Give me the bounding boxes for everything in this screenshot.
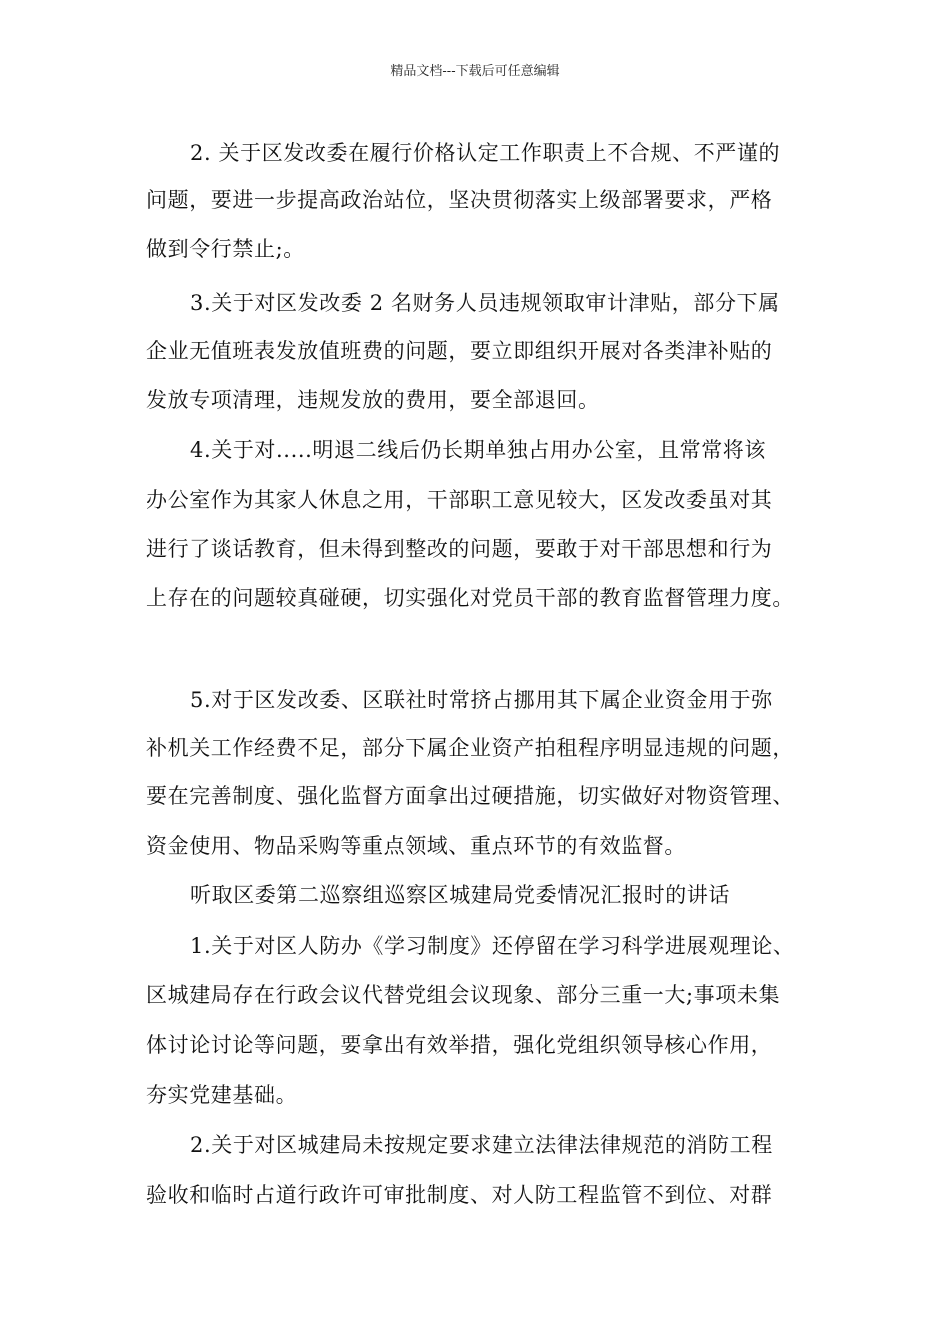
section-heading: 听取区委第二巡察组巡察区城建局党委情况汇报时的讲话 bbox=[190, 883, 730, 907]
paragraph-line: 办公室作为其家人休息之用，干部职工意见较大，区发改委虽对其 bbox=[146, 488, 773, 512]
paragraph-line: 上存在的问题较真碰硬，切实强化对党员干部的教育监督管理力度。 bbox=[146, 586, 794, 610]
paragraph-line: 进行了谈话教育，但未得到整改的问题，要敢于对干部思想和行为 bbox=[146, 537, 773, 561]
paragraph-line: 要在完善制度、强化监督方面拿出过硬措施，切实做好对物资管理、 bbox=[146, 784, 794, 808]
paragraph-line: 2. 关于区发改委在履行价格认定工作职责上不合规、不严谨的 bbox=[190, 141, 781, 165]
paragraph-line: 验收和临时占道行政许可审批制度、对人防工程监管不到位、对群 bbox=[146, 1183, 773, 1207]
paragraph-line: 企业无值班表发放值班费的问题，要立即组织开展对各类津补贴的 bbox=[146, 339, 773, 363]
paragraph-line: 发放专项清理，违规发放的费用，要全部退回。 bbox=[146, 388, 600, 412]
paragraph-line: 区城建局存在行政会议代替党组会议现象、部分三重一大;事项未集 bbox=[146, 983, 781, 1007]
paragraph-line: 2.关于对区城建局未按规定要求建立法律法律规范的消防工程 bbox=[190, 1133, 773, 1157]
paragraph-line: 问题，要进一步提高政治站位，坚决贯彻落实上级部署要求，严格 bbox=[146, 188, 773, 212]
paragraph-line: 1.关于对区人防办《学习制度》还停留在学习科学进展观理论、 bbox=[190, 934, 795, 958]
paragraph-line: 4.关于对.....明退二线后仍长期单独占用办公室，且常常将该 bbox=[190, 438, 767, 462]
paragraph-line: 3.关于对区发改委 2 名财务人员违规领取审计津贴，部分下属 bbox=[190, 291, 780, 315]
page-header: 精品文档---下载后可任意编辑 bbox=[390, 64, 560, 79]
paragraph-line: 5.对于区发改委、区联社时常挤占挪用其下属企业资金用于弥 bbox=[190, 688, 773, 712]
paragraph-line: 补机关工作经费不足，部分下属企业资产拍租程序明显违规的问题， bbox=[146, 736, 794, 760]
paragraph-line: 资金使用、物品采购等重点领域、重点环节的有效监督。 bbox=[146, 834, 686, 858]
paragraph-line: 夯实党建基础。 bbox=[146, 1083, 298, 1107]
paragraph-line: 做到令行禁止;。 bbox=[146, 237, 305, 261]
paragraph-line: 体讨论讨论等问题，要拿出有效举措，强化党组织领导核心作用， bbox=[146, 1033, 773, 1057]
